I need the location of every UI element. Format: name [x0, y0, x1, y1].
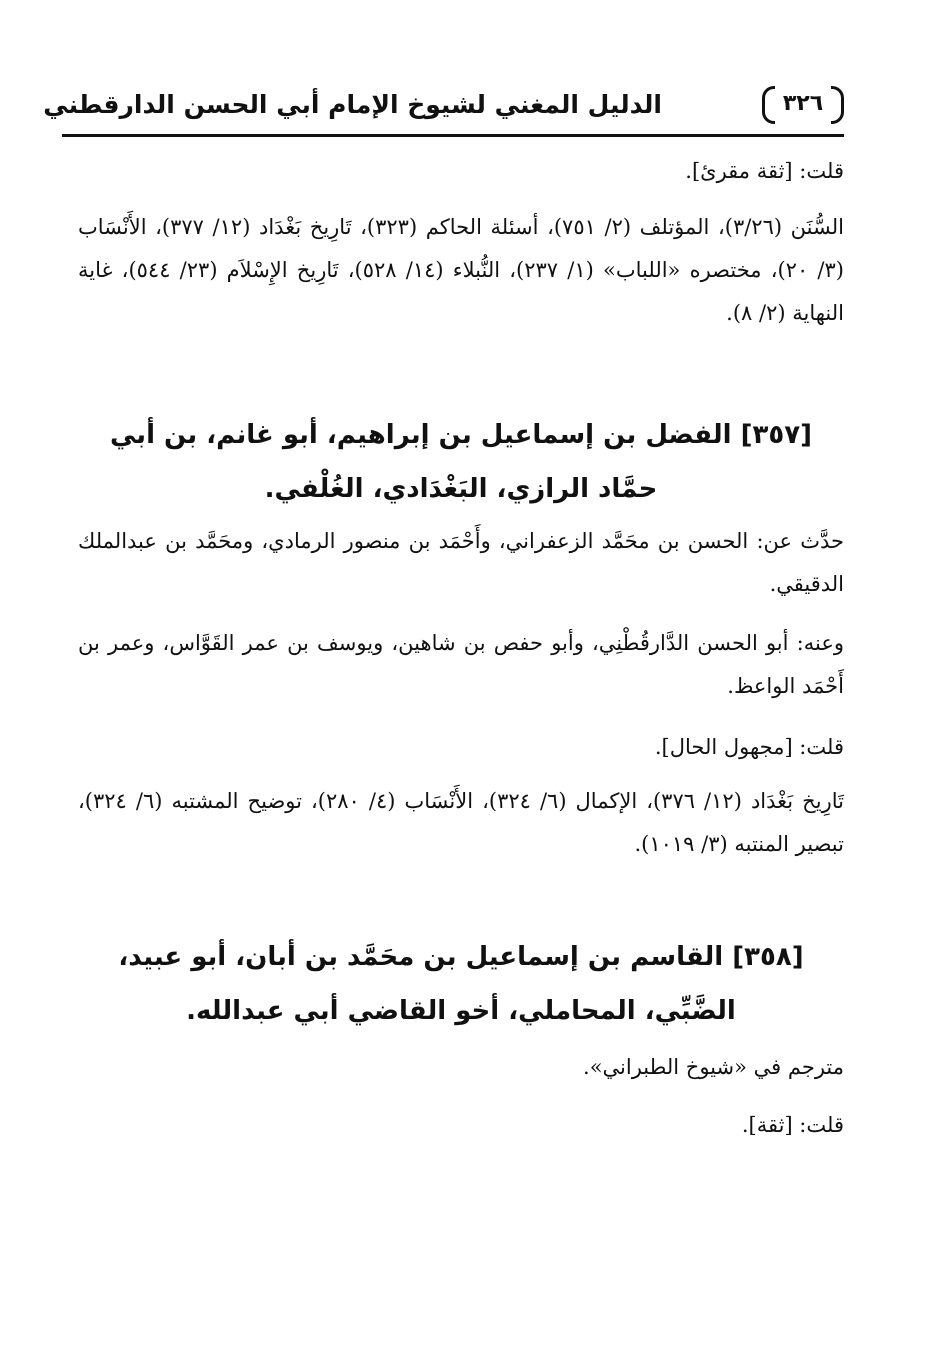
entry-358-cross-ref: مترجم في «شيوخ الطبراني».: [583, 1055, 844, 1079]
entry-358-heading: [78, 930, 844, 1038]
entry-357-note: قلت: [مجهول الحال].: [654, 735, 844, 759]
entry-358-name: القاسم بن إسماعيل بن محَمَّد بن أبان، أبو عبيد، الضَّبِّي، المحاملي، أخو القاضي أبي عبدالله.: [118, 942, 736, 1026]
entry-357-narrated-from: حدَّث عن: الحسن بن محَمَّد الزعفراني، وأَحْمَد بن منصور الرمادي، ومحَمَّد بن عبدالملك الدقيقي.: [78, 529, 844, 596]
entry-357-heading: [78, 408, 844, 516]
entry-358-number: [٣٥٨]: [732, 942, 804, 972]
entry-357-name: الفضل بن إسماعيل بن إبراهيم، أبو غانم، بن أبي حمَّاد الرازي، البَغْدَادي، الغُلْفي.: [110, 420, 732, 504]
entry-358-note: قلت: [ثقة].: [741, 1113, 844, 1137]
prev-entry-note: قلت: [ثقة مقرئ].: [685, 159, 844, 183]
page-header: [43, 78, 844, 140]
prev-entry-sources: السُّنَن (٣/٢٦)، المؤتلف (٢/ ٧٥١)، أسئلة الحاكم (٣٢٣)، تَارِيخ بَغْدَاد (١٢/ ٣٧٧)، الأَنْسَاب (٣/ ٢٠)، مختصره «اللباب» (١/ ٢٣٧)، النُّبلاء (١٤/ ٥٢٨)، تَارِيخ الإِسْلاَم (٢٣/ ٥٤٤)، غاية النهاية (٢/ ٨).: [78, 215, 844, 325]
header-divider: [62, 134, 844, 137]
entry-357-narrated-by: وعنه: أبو الحسن الدَّارقُطْنِي، وأبو حفص بن شاهين، ويوسف بن عمر القَوَّاس، وعمر بن أَحْمَد الواعظ.: [78, 631, 844, 698]
page-number: ٣٢٦: [762, 86, 844, 122]
entry-357-number: [٣٥٧]: [740, 420, 812, 450]
running-title: الدليل المغني لشيوخ الإمام أبي الحسن الدارقطني: [43, 90, 662, 119]
entry-357-sources: تَارِيخ بَغْدَاد (١٢/ ٣٧٦)، الإكمال (٦/ ٣٢٤)، الأَنْسَاب (٤/ ٢٨٠)، توضيح المشتبه (٦/ ٣٢٤)، تبصير المنتبه (٣/ ١٠١٩).: [78, 789, 844, 856]
